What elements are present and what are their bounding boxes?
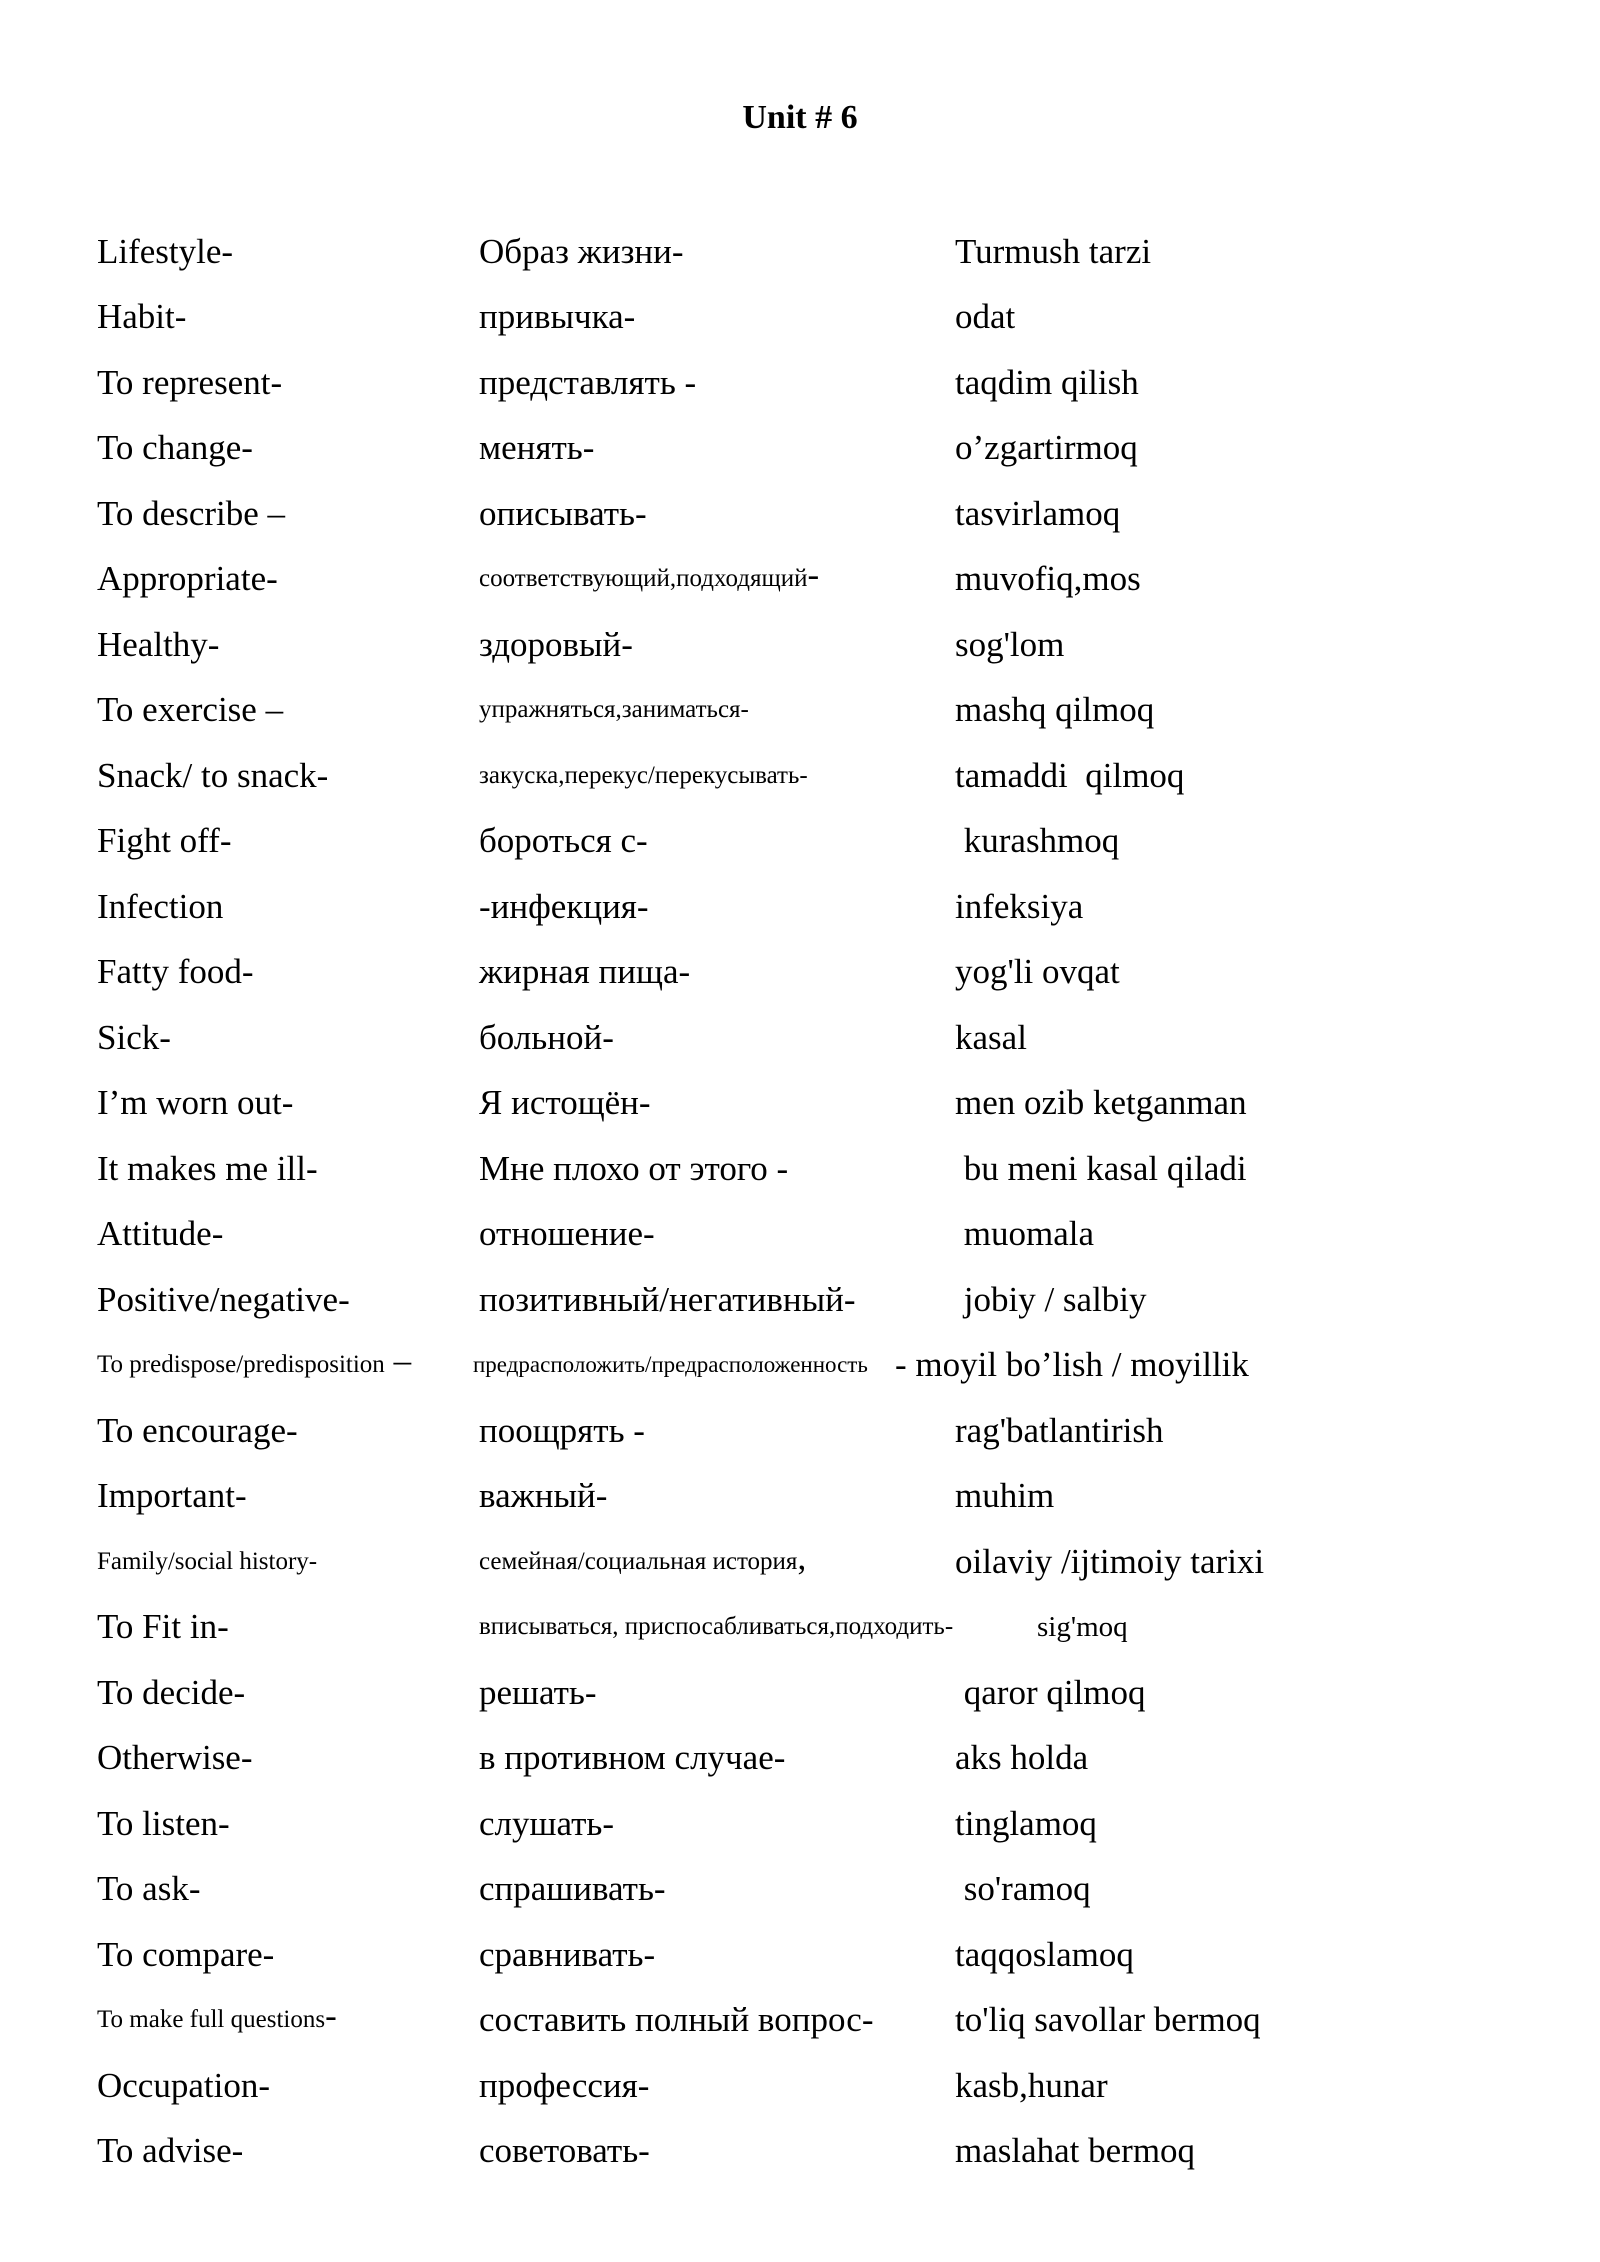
uzbek-term: kurashmoq	[955, 821, 1120, 860]
russian-term: Я истощён-	[479, 1083, 651, 1122]
vocab-row	[97, 351, 1557, 417]
uzbek-term: infeksiya	[955, 886, 1084, 926]
english-term: To encourage-	[97, 1410, 298, 1450]
vocab-row	[97, 1858, 1557, 1924]
english-term: To advise-	[97, 2131, 244, 2170]
english-term-text: To predispose/predisposition	[97, 1351, 385, 1378]
vocabulary-list	[97, 220, 1557, 2185]
uzbek-term: taqdim qilish	[955, 362, 1139, 402]
uzbek-term: muvofiq,mos	[955, 559, 1141, 598]
russian-term: профессия-	[479, 2065, 650, 2105]
russian-term: вписываться, приспосабливаться,подходить-	[479, 1613, 954, 1640]
uzbek-term: o’zgartirmoq	[955, 428, 1138, 467]
vocab-row	[97, 286, 1557, 352]
russian-term: отношение-	[479, 1214, 655, 1253]
english-term: To Fit in-	[97, 1607, 229, 1646]
uzbek-term: tamaddi qilmoq	[955, 755, 1185, 795]
russian-term-comma: ,	[797, 1537, 807, 1577]
uzbek-term: tinglamoq	[955, 1803, 1097, 1843]
uzbek-term: men ozib ketganman	[955, 1083, 1247, 1122]
english-term	[97, 1996, 337, 2040]
russian-term: важный-	[479, 1476, 608, 1515]
uzbek-term: mashq qilmoq	[955, 690, 1155, 729]
english-term: To change-	[97, 428, 253, 467]
uzbek-term: oilaviy /ijtimoiy tarixi	[955, 1541, 1265, 1581]
uzbek-term: kasal	[955, 1017, 1027, 1057]
vocab-row	[97, 1137, 1557, 1203]
russian-term: поощрять -	[479, 1410, 645, 1450]
english-term: Sick-	[97, 1017, 171, 1057]
uzbek-term: - moyil bo’lish / moyillik	[895, 1345, 1249, 1384]
russian-term	[479, 1538, 806, 1582]
uzbek-term: taqqoslamoq	[955, 1934, 1134, 1974]
english-term: Snack/ to snack-	[97, 755, 329, 795]
uzbek-term: tasvirlamoq	[955, 493, 1121, 533]
english-term: To ask-	[97, 1869, 201, 1908]
vocab-row	[97, 1989, 1557, 2055]
uzbek-term: sog'lom	[955, 624, 1065, 664]
english-term: To compare-	[97, 1934, 275, 1974]
english-term: Appropriate-	[97, 559, 278, 598]
english-term: Habit-	[97, 297, 187, 336]
vocab-row	[97, 220, 1557, 286]
uzbek-term: maslahat bermoq	[955, 2131, 1196, 2170]
russian-term: Образ жизни-	[479, 231, 684, 271]
english-term: Family/social history-	[97, 1547, 318, 1575]
uzbek-term: bu meni kasal qiladi	[955, 1148, 1247, 1188]
vocab-row	[97, 744, 1557, 810]
english-term: Infection	[97, 886, 224, 926]
english-term-text: To make full questions	[97, 2006, 326, 2033]
uzbek-term: sig'moq	[1037, 1611, 1128, 1643]
uzbek-term: Turmush tarzi	[955, 231, 1152, 271]
english-term-dash: -	[325, 1996, 337, 2035]
russian-term: составить полный вопрос-	[479, 2000, 874, 2039]
russian-term	[479, 555, 819, 599]
russian-term: позитивный/негативный-	[479, 1279, 856, 1319]
russian-term: представлять -	[479, 362, 697, 402]
russian-term: предрасположить/предрасположенность	[473, 1352, 868, 1377]
russian-term: менять-	[479, 428, 595, 467]
english-term: To decide-	[97, 1672, 246, 1712]
uzbek-term: qaror qilmoq	[955, 1672, 1146, 1712]
vocab-row	[97, 1727, 1557, 1793]
uzbek-term: muomala	[955, 1214, 1094, 1253]
russian-term: упражняться,заниматься-	[479, 696, 749, 723]
vocab-row	[97, 482, 1557, 548]
uzbek-term: odat	[955, 297, 1016, 336]
russian-term-text: семейная/социальная история	[479, 1547, 798, 1575]
russian-term: закуска,перекус/перекусывать-	[479, 761, 808, 789]
russian-term: спрашивать-	[479, 1869, 666, 1908]
vocab-row	[97, 1596, 1557, 1662]
russian-term: слушать-	[479, 1803, 614, 1843]
english-term: To describe –	[97, 493, 286, 533]
vocab-row	[97, 2054, 1557, 2120]
vocab-row	[97, 679, 1557, 745]
russian-term: здоровый-	[479, 624, 633, 664]
page-title: Unit # 6	[742, 99, 858, 136]
uzbek-term: yog'li ovqat	[955, 952, 1120, 991]
russian-term: жирная пища-	[479, 952, 691, 991]
english-term: Healthy-	[97, 624, 220, 664]
vocab-row	[97, 2120, 1557, 2186]
uzbek-term: rag'batlantirish	[955, 1410, 1164, 1450]
english-term-dash: –	[384, 1341, 412, 1380]
uzbek-term: jobiy / salbiy	[955, 1279, 1147, 1319]
english-term: To exercise –	[97, 690, 284, 729]
vocab-row	[97, 1006, 1557, 1072]
russian-term: советовать-	[479, 2131, 650, 2170]
russian-term: в противном случае-	[479, 1738, 786, 1777]
vocab-row	[97, 875, 1557, 941]
russian-term: бороться с-	[479, 821, 648, 860]
english-term: Fatty food-	[97, 952, 254, 991]
russian-term: Мне плохо от этого -	[479, 1148, 789, 1188]
russian-term: привычка-	[479, 297, 636, 336]
vocab-row	[97, 548, 1557, 614]
vocab-row	[97, 1923, 1557, 1989]
english-term: Lifestyle-	[97, 231, 234, 271]
english-term: I’m worn out-	[97, 1083, 294, 1122]
english-term: Occupation-	[97, 2065, 270, 2105]
uzbek-term: aks holda	[955, 1738, 1089, 1777]
english-term: To represent-	[97, 362, 283, 402]
english-term: Attitude-	[97, 1214, 224, 1253]
english-term: Otherwise-	[97, 1738, 253, 1777]
uzbek-term: so'ramoq	[955, 1869, 1091, 1908]
vocab-row	[97, 613, 1557, 679]
vocab-row	[97, 1399, 1557, 1465]
vocab-row	[97, 417, 1557, 483]
vocab-row	[97, 941, 1557, 1007]
english-term	[97, 1341, 411, 1385]
russian-term: больной-	[479, 1017, 614, 1057]
russian-term: сравнивать-	[479, 1934, 656, 1974]
vocab-row	[97, 1072, 1557, 1138]
uzbek-term: muhim	[955, 1476, 1055, 1515]
english-term: Fight off-	[97, 821, 232, 860]
vocab-row	[97, 1661, 1557, 1727]
vocab-row	[97, 1334, 1557, 1400]
english-term: Positive/negative-	[97, 1279, 350, 1319]
english-term: It makes me ill-	[97, 1148, 318, 1188]
uzbek-term: to'liq savollar bermoq	[955, 2000, 1261, 2039]
english-term: Important-	[97, 1476, 247, 1515]
russian-term-text: соответствующий,подходящий	[479, 565, 808, 592]
vocab-row	[97, 1530, 1557, 1596]
russian-term: описывать-	[479, 493, 647, 533]
uzbek-term: kasb,hunar	[955, 2065, 1108, 2105]
vocab-row	[97, 1465, 1557, 1531]
vocab-row	[97, 1792, 1557, 1858]
english-term: To listen-	[97, 1803, 230, 1843]
vocab-row	[97, 1203, 1557, 1269]
vocab-row	[97, 1268, 1557, 1334]
russian-term: решать-	[479, 1672, 597, 1712]
russian-term: -инфекция-	[479, 886, 649, 926]
russian-term-dash: -	[807, 555, 820, 594]
vocab-row	[97, 810, 1557, 876]
